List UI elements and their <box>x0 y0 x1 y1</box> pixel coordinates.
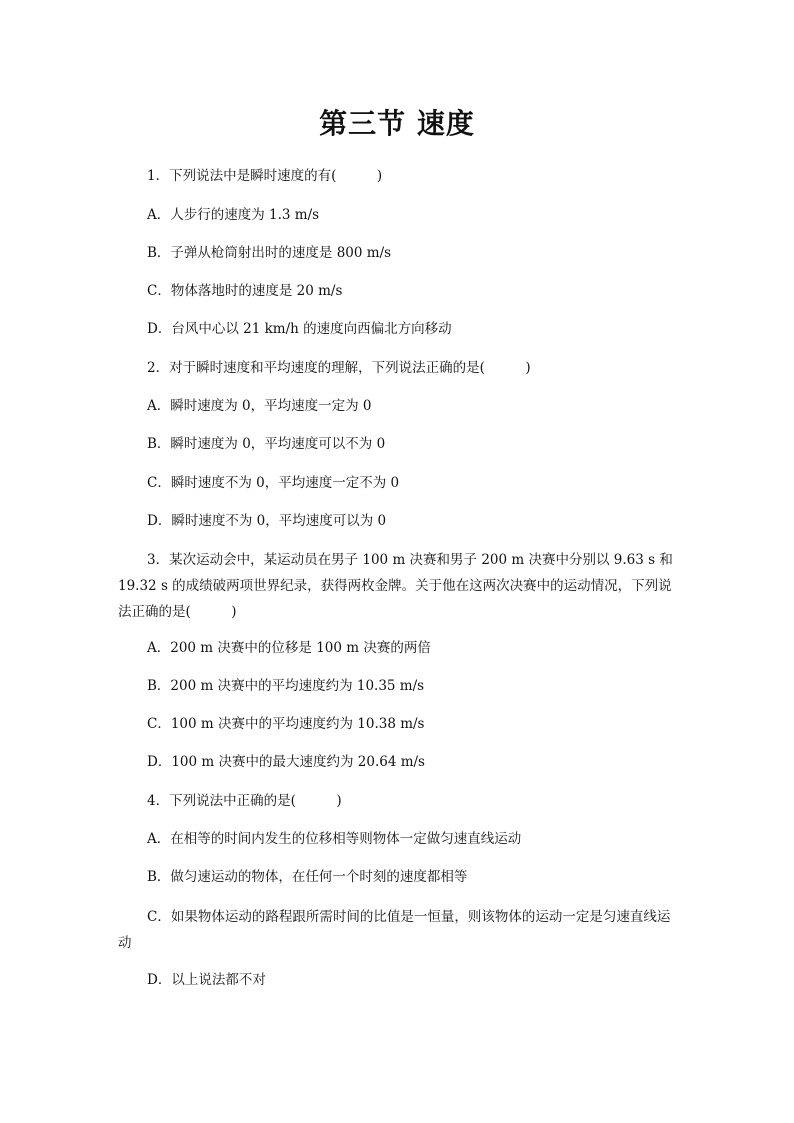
question-1-option-d: D．台风中心以 21 km/h 的速度向西偏北方向移动 <box>147 321 452 337</box>
question-4-stem: 4．下列说法中正确的是( ) <box>147 793 342 809</box>
question-3-option-c: C．100 m 决赛中的平均速度约为 10.38 m/s <box>147 716 425 732</box>
question-3-stem: 3．某次运动会中，某运动员在男子 100 m 决赛和男子 200 m 决赛中分别以 9.63 s 和 19.32 s 的成绩破两项世界纪录，获得两枚金牌。关于他在这两次决赛中的运动情况，下列说法正确的是( ) <box>118 552 673 620</box>
page-title: 第三节 速度 <box>319 107 475 140</box>
question-2-option-c: C．瞬时速度不为 0，平均速度一定不为 0 <box>147 475 400 491</box>
question-4-option-a: A．在相等的时间内发生的位移相等则物体一定做匀速直线运动 <box>147 831 522 847</box>
question-1-option-b: B．子弹从枪筒射出时的速度是 800 m/s <box>147 245 392 261</box>
question-4-option-d: D．以上说法都不对 <box>147 972 266 988</box>
question-4-option-c: C．如果物体运动的路程跟所需时间的比值是一恒量，则该物体的运动一定是匀速直线运动 <box>118 909 671 951</box>
question-3-option-b: B．200 m 决赛中的平均速度约为 10.35 m/s <box>147 678 425 694</box>
question-4-option-b: B．做匀速运动的物体，在任何一个时刻的速度都相等 <box>147 869 468 885</box>
question-1-option-c: C．物体落地时的速度是 20 m/s <box>147 283 343 299</box>
question-2-stem: 2．对于瞬时速度和平均速度的理解，下列说法正确的是( ) <box>147 360 531 376</box>
question-1-option-a: A．人步行的速度为 1.3 m/s <box>147 207 320 223</box>
question-2-option-d: D．瞬时速度不为 0，平均速度可以为 0 <box>147 513 387 529</box>
question-2-option-b: B．瞬时速度为 0，平均速度可以不为 0 <box>147 436 386 452</box>
question-1-stem: 1．下列说法中是瞬时速度的有( ) <box>147 168 383 184</box>
question-3-option-d: D．100 m 决赛中的最大速度约为 20.64 m/s <box>147 754 425 770</box>
question-2-option-a: A．瞬时速度为 0，平均速度一定为 0 <box>147 398 372 414</box>
question-3-option-a: A．200 m 决赛中的位移是 100 m 决赛的两倍 <box>147 640 431 656</box>
